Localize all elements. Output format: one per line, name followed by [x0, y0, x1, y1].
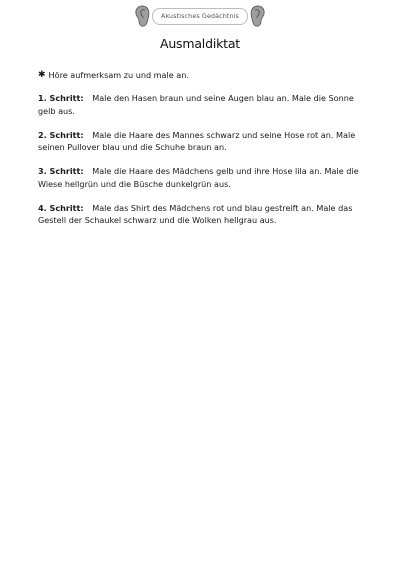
step-text: Male das Shirt des Mädchens rot und blau gestreift an. Male das Gestell der Schaukel schwarz und die Wolken hellgrau aus. — [38, 203, 353, 226]
step-3 — [38, 165, 366, 190]
step-2 — [38, 129, 366, 154]
intro-text: Höre aufmerksam zu und male an. — [48, 70, 189, 80]
step-4 — [38, 202, 366, 227]
ear-icon — [250, 4, 266, 28]
instructions — [38, 69, 366, 239]
worksheet-header — [134, 4, 266, 28]
page-title: Ausmaldiktat — [159, 36, 240, 51]
ear-icon — [134, 4, 150, 28]
step-text: Male die Haare des Mannes schwarz und seine Hose rot an. Male seinen Pullover blau und die Schuhe braun an. — [38, 129, 356, 153]
star-icon: ✱ — [38, 70, 46, 81]
step-label: 1. Schritt: — [38, 93, 84, 104]
header-label: Akustisches Gedächtnis — [152, 8, 248, 25]
step-text: Male die Haare des Mädchens gelb und ihre Hose lila an. Male die Wiese hellgrün und die Büsche dunkelgrün aus. — [38, 166, 359, 189]
step-label: 4. Schritt: — [38, 203, 84, 214]
step-label: 3. Schritt: — [38, 166, 84, 177]
step-label: 2. Schritt: — [38, 129, 84, 140]
step-1 — [38, 92, 366, 117]
step-text: Male den Hasen braun und seine Augen blau an. Male die Sonne gelb aus. — [38, 93, 354, 116]
intro-line — [38, 69, 366, 81]
